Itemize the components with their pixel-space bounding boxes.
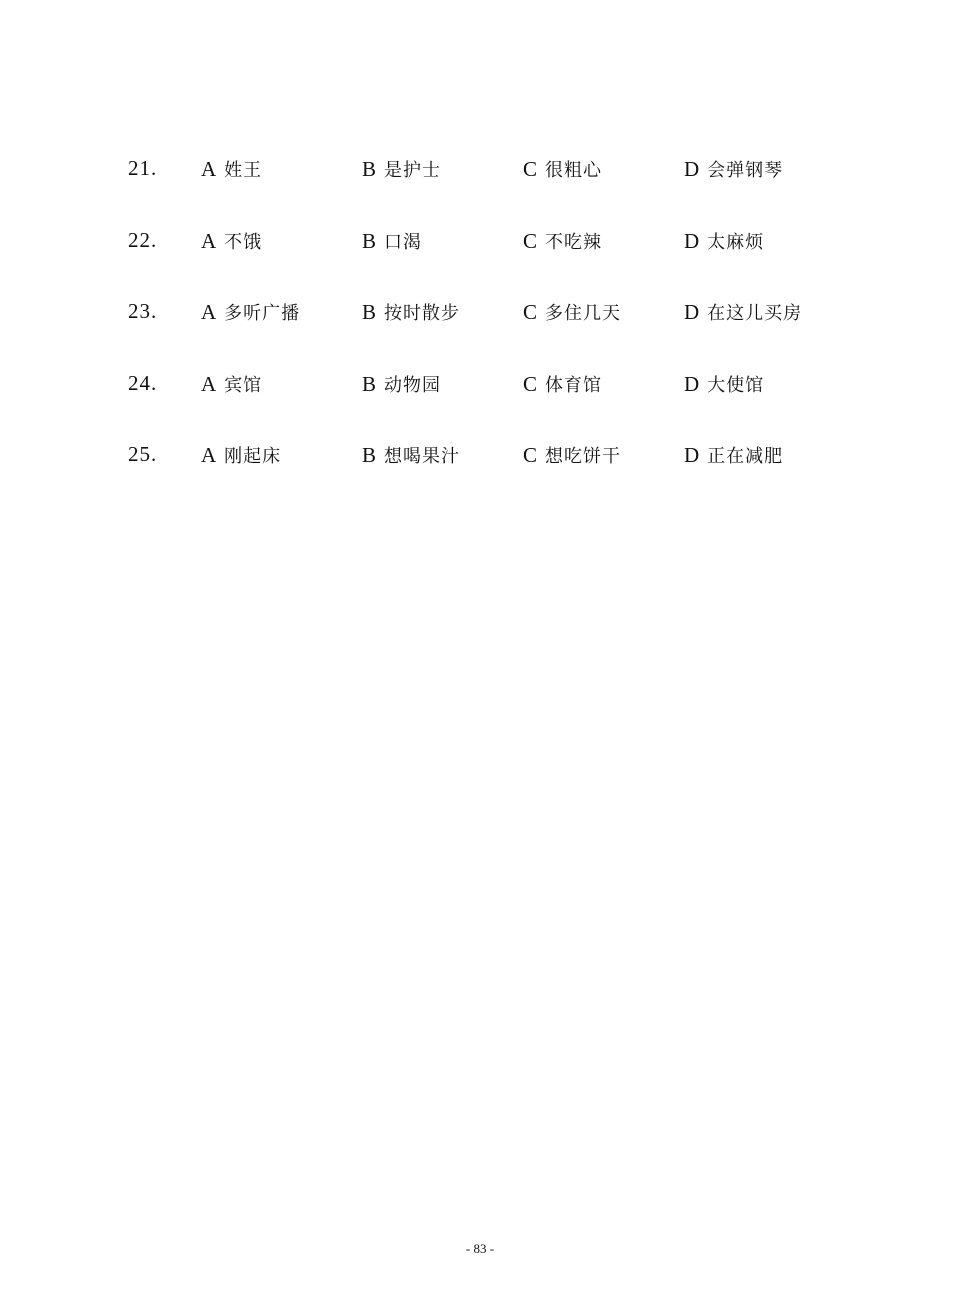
question-number: 25. (128, 442, 158, 466)
question-row-21 (128, 150, 848, 222)
option-text: 大使馆 (707, 374, 765, 396)
option-text: 想吃饼干 (545, 446, 622, 467)
question-number: 24. (128, 370, 158, 395)
option-b (362, 299, 460, 325)
option-letter: C (523, 371, 538, 396)
option-text: 是护士 (384, 160, 442, 181)
option-text: 口渴 (384, 231, 423, 253)
option-text: 姓王 (224, 160, 263, 181)
option-a (201, 228, 262, 254)
option-text: 多听广播 (224, 303, 301, 324)
option-letter: D (684, 300, 700, 324)
option-text: 体育馆 (545, 374, 603, 396)
option-letter: A (201, 443, 217, 467)
question-row-25 (128, 436, 848, 508)
option-letter: C (523, 443, 538, 467)
option-text: 宾馆 (224, 374, 263, 396)
option-text: 按时散步 (384, 303, 461, 324)
option-b (362, 156, 441, 182)
option-letter: B (362, 300, 377, 324)
option-d (684, 299, 802, 325)
question-list (128, 150, 848, 508)
page-number: - 83 - (465, 1241, 495, 1256)
option-text: 会弹钢琴 (707, 160, 784, 181)
option-c (523, 228, 602, 254)
option-d (684, 371, 764, 397)
option-d (684, 156, 783, 182)
question-number: 21. (128, 156, 158, 180)
option-letter: B (362, 443, 377, 467)
option-text: 正在减肥 (707, 446, 784, 467)
option-c (523, 442, 621, 468)
option-letter: D (684, 157, 700, 181)
question-row-23 (128, 293, 848, 365)
option-text: 太麻烦 (707, 231, 765, 253)
option-c (523, 299, 621, 325)
option-letter: D (684, 228, 700, 253)
question-number: 22. (128, 227, 158, 252)
option-letter: D (684, 371, 700, 396)
option-text: 刚起床 (224, 446, 282, 467)
option-a (201, 371, 262, 397)
option-letter: C (523, 300, 538, 324)
option-a (201, 299, 300, 325)
option-letter: C (523, 157, 538, 181)
question-row-24 (128, 365, 848, 437)
option-text: 在这儿买房 (707, 303, 803, 324)
option-letter: A (201, 157, 217, 181)
option-b (362, 371, 441, 397)
option-a (201, 442, 281, 468)
option-d (684, 442, 783, 468)
option-text: 动物园 (384, 374, 442, 396)
option-b (362, 228, 422, 254)
option-letter: B (362, 157, 377, 181)
question-row-22 (128, 222, 848, 294)
option-letter: A (201, 300, 217, 324)
question-number: 23. (128, 299, 158, 323)
option-text: 多住几天 (545, 303, 622, 324)
option-c (523, 371, 602, 397)
option-letter: A (201, 228, 217, 253)
option-text: 想喝果汁 (384, 446, 461, 467)
option-letter: B (362, 228, 377, 253)
option-a (201, 156, 262, 182)
option-text: 不吃辣 (545, 231, 603, 253)
option-letter: B (362, 371, 377, 396)
option-b (362, 442, 460, 468)
option-letter: D (684, 443, 700, 467)
option-d (684, 228, 764, 254)
option-letter: A (201, 371, 217, 396)
option-c (523, 156, 602, 182)
option-text: 不饿 (224, 231, 263, 253)
option-text: 很粗心 (545, 160, 603, 181)
option-letter: C (523, 228, 538, 253)
